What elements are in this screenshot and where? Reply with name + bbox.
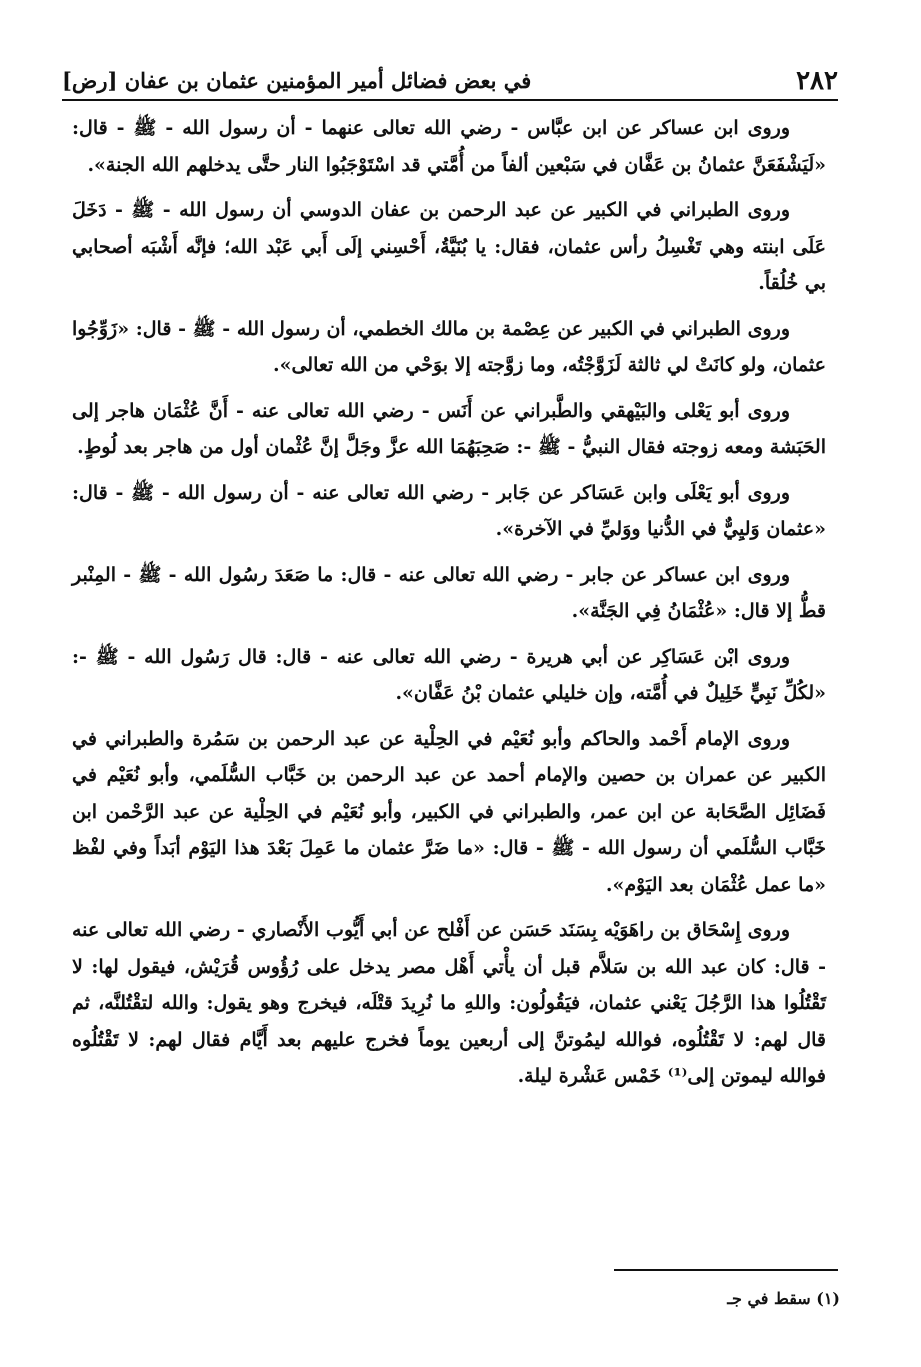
paragraph-9: وروى إِسْحَاق بن راهَوَيْه بِسَنَد حَسَن عن أَفْلح عن أبي أَيُّوب الأَنْصاري - رضي الله تعالى عنه - قال: كان عبد الله بن سَلاَّم قبل أن يأْتي أَهْل مصر يدخل على رُؤُوس قُرَيْش، فيقول لها: لا تَقْتُلُوا هذا الرَّجُلَ يَعْني عثمان، فيَقُولُون: واللهِ ما نُرِيدَ قتْلَه، فيخرج وهو يقول: والله لتقْتُلنَّه، ثم قال لهم: لا تَقْتُلُوه، فوالله ليمُوتنَّ إلى أربعين يوماً فخرج عليهم بعد أَيَّام فقال لهم: لا تَقْتُلُوه فوالله ليموتن إلى⁽¹⁾ خَمْس عَشْرة ليلة. bbox=[72, 919, 826, 1087]
page-header bbox=[62, 56, 838, 96]
paragraph-1: وروى ابن عساكر عن ابن عبَّاس - رضي الله تعالى عنهما - أن رسول الله - ﷺ - قال: «لَيَشْفَعَنَّ عثمانُ بن عَفَّان في سَبْعين ألفاً من أُمَّتي قد اسْتَوْجَبُوا النار حتَّى يدخلهم الله الجنة». bbox=[72, 117, 826, 176]
paragraph-8: وروى الإمام أَحْمد والحاكم وأبو نُعَيْم في الحِلْية عن عبد الرحمن بن سَمُرة والطبراني في الكبير عن عمران بن حصين والإمام أحمد عن عبد الرحمن بن خَبَّاب السُّلَمي، وأبو نُعَيْم في فَضَائِل الصَّحَابة عن ابن عمر، والطبراني في الكبير، وأبو نُعَيْم في الحِلْية عن عبد الرَّحْمن ابن خَبَّاب السُّلَمي أن رسول الله - ﷺ - قال: «ما ضَرَّ عثمان ما عَمِلَ بَعْدَ هذا اليَوْم أبَداً وفي لفْظ «ما عمل عُثْمَان بعد اليَوْم». bbox=[72, 727, 826, 896]
paragraph-7: وروى ابْن عَسَاكِر عن أبي هريرة - رضي الله تعالى عنه - قال: قال رَسُول الله - ﷺ -: «لكُلِّ نَبِيٍّ خَلِيلٌ في أُمَّته، وإن خليلي عثمان بْنُ عَفَّان». bbox=[72, 645, 826, 704]
footnote-rule bbox=[614, 1269, 838, 1271]
paragraph-4: وروى أبو يَعْلى والبَيْهقي والطَّبراني عن أَنَس - رضي الله تعالى عنه - أَنَّ عُثْمَان هاجر إلى الحَبَشة ومعه زوجته فقال النبيُّ - ﷺ -: صَحِبَهُمَا الله عزَّ وجَلَّ إنَّ عُثْمان أول من هاجر بعد لُوطٍ. bbox=[72, 399, 826, 458]
header-rule bbox=[62, 99, 838, 101]
page-number: ٢٨٢ bbox=[796, 66, 838, 96]
paragraph-3: وروى الطبراني في الكبير عن عِصْمة بن مالك الخطمي، أن رسول الله - ﷺ - قال: «زَوِّجُوا عثمان، ولو كانَتْ لي ثالثة لَزَوَّجْتُه، وما زوَّجته إلا بوَحْي من الله تعالى». bbox=[72, 317, 826, 376]
footnote-1: (١) سقط في جـ bbox=[727, 1289, 840, 1308]
running-title: في بعض فضائل أمير المؤمنين عثمان بن عفان [رض] bbox=[62, 68, 532, 93]
body-text bbox=[72, 110, 826, 1104]
paragraph-2: وروى الطبراني في الكبير عن عبد الرحمن بن عفان الدوسي أن رسول الله - ﷺ - دَخَلَ عَلَى ابنته وهي تَغْسِلُ رأس عثمان، فقال: يا بُنَيَّةُ، أَحْسِني إلَى أَبي عَبْد الله؛ فإنَّه أَشْبَه أصحابي بي خُلُقاً. bbox=[72, 199, 826, 294]
paragraph-6: وروى ابن عساكر عن جابر - رضي الله تعالى عنه - قال: ما صَعَدَ رسُول الله - ﷺ - المِنْبر قطُّ إلا قال: «عُثْمَانُ فِي الجَنَّة». bbox=[72, 563, 826, 622]
paragraph-5: وروى أبو يَعْلَى وابن عَسَاكر عن جَابر - رضي الله تعالى عنه - أن رسول الله - ﷺ - قال: «عثمان وَليِيٌّ في الدُّنيا ووَليِّ في الآخرة». bbox=[72, 481, 826, 540]
